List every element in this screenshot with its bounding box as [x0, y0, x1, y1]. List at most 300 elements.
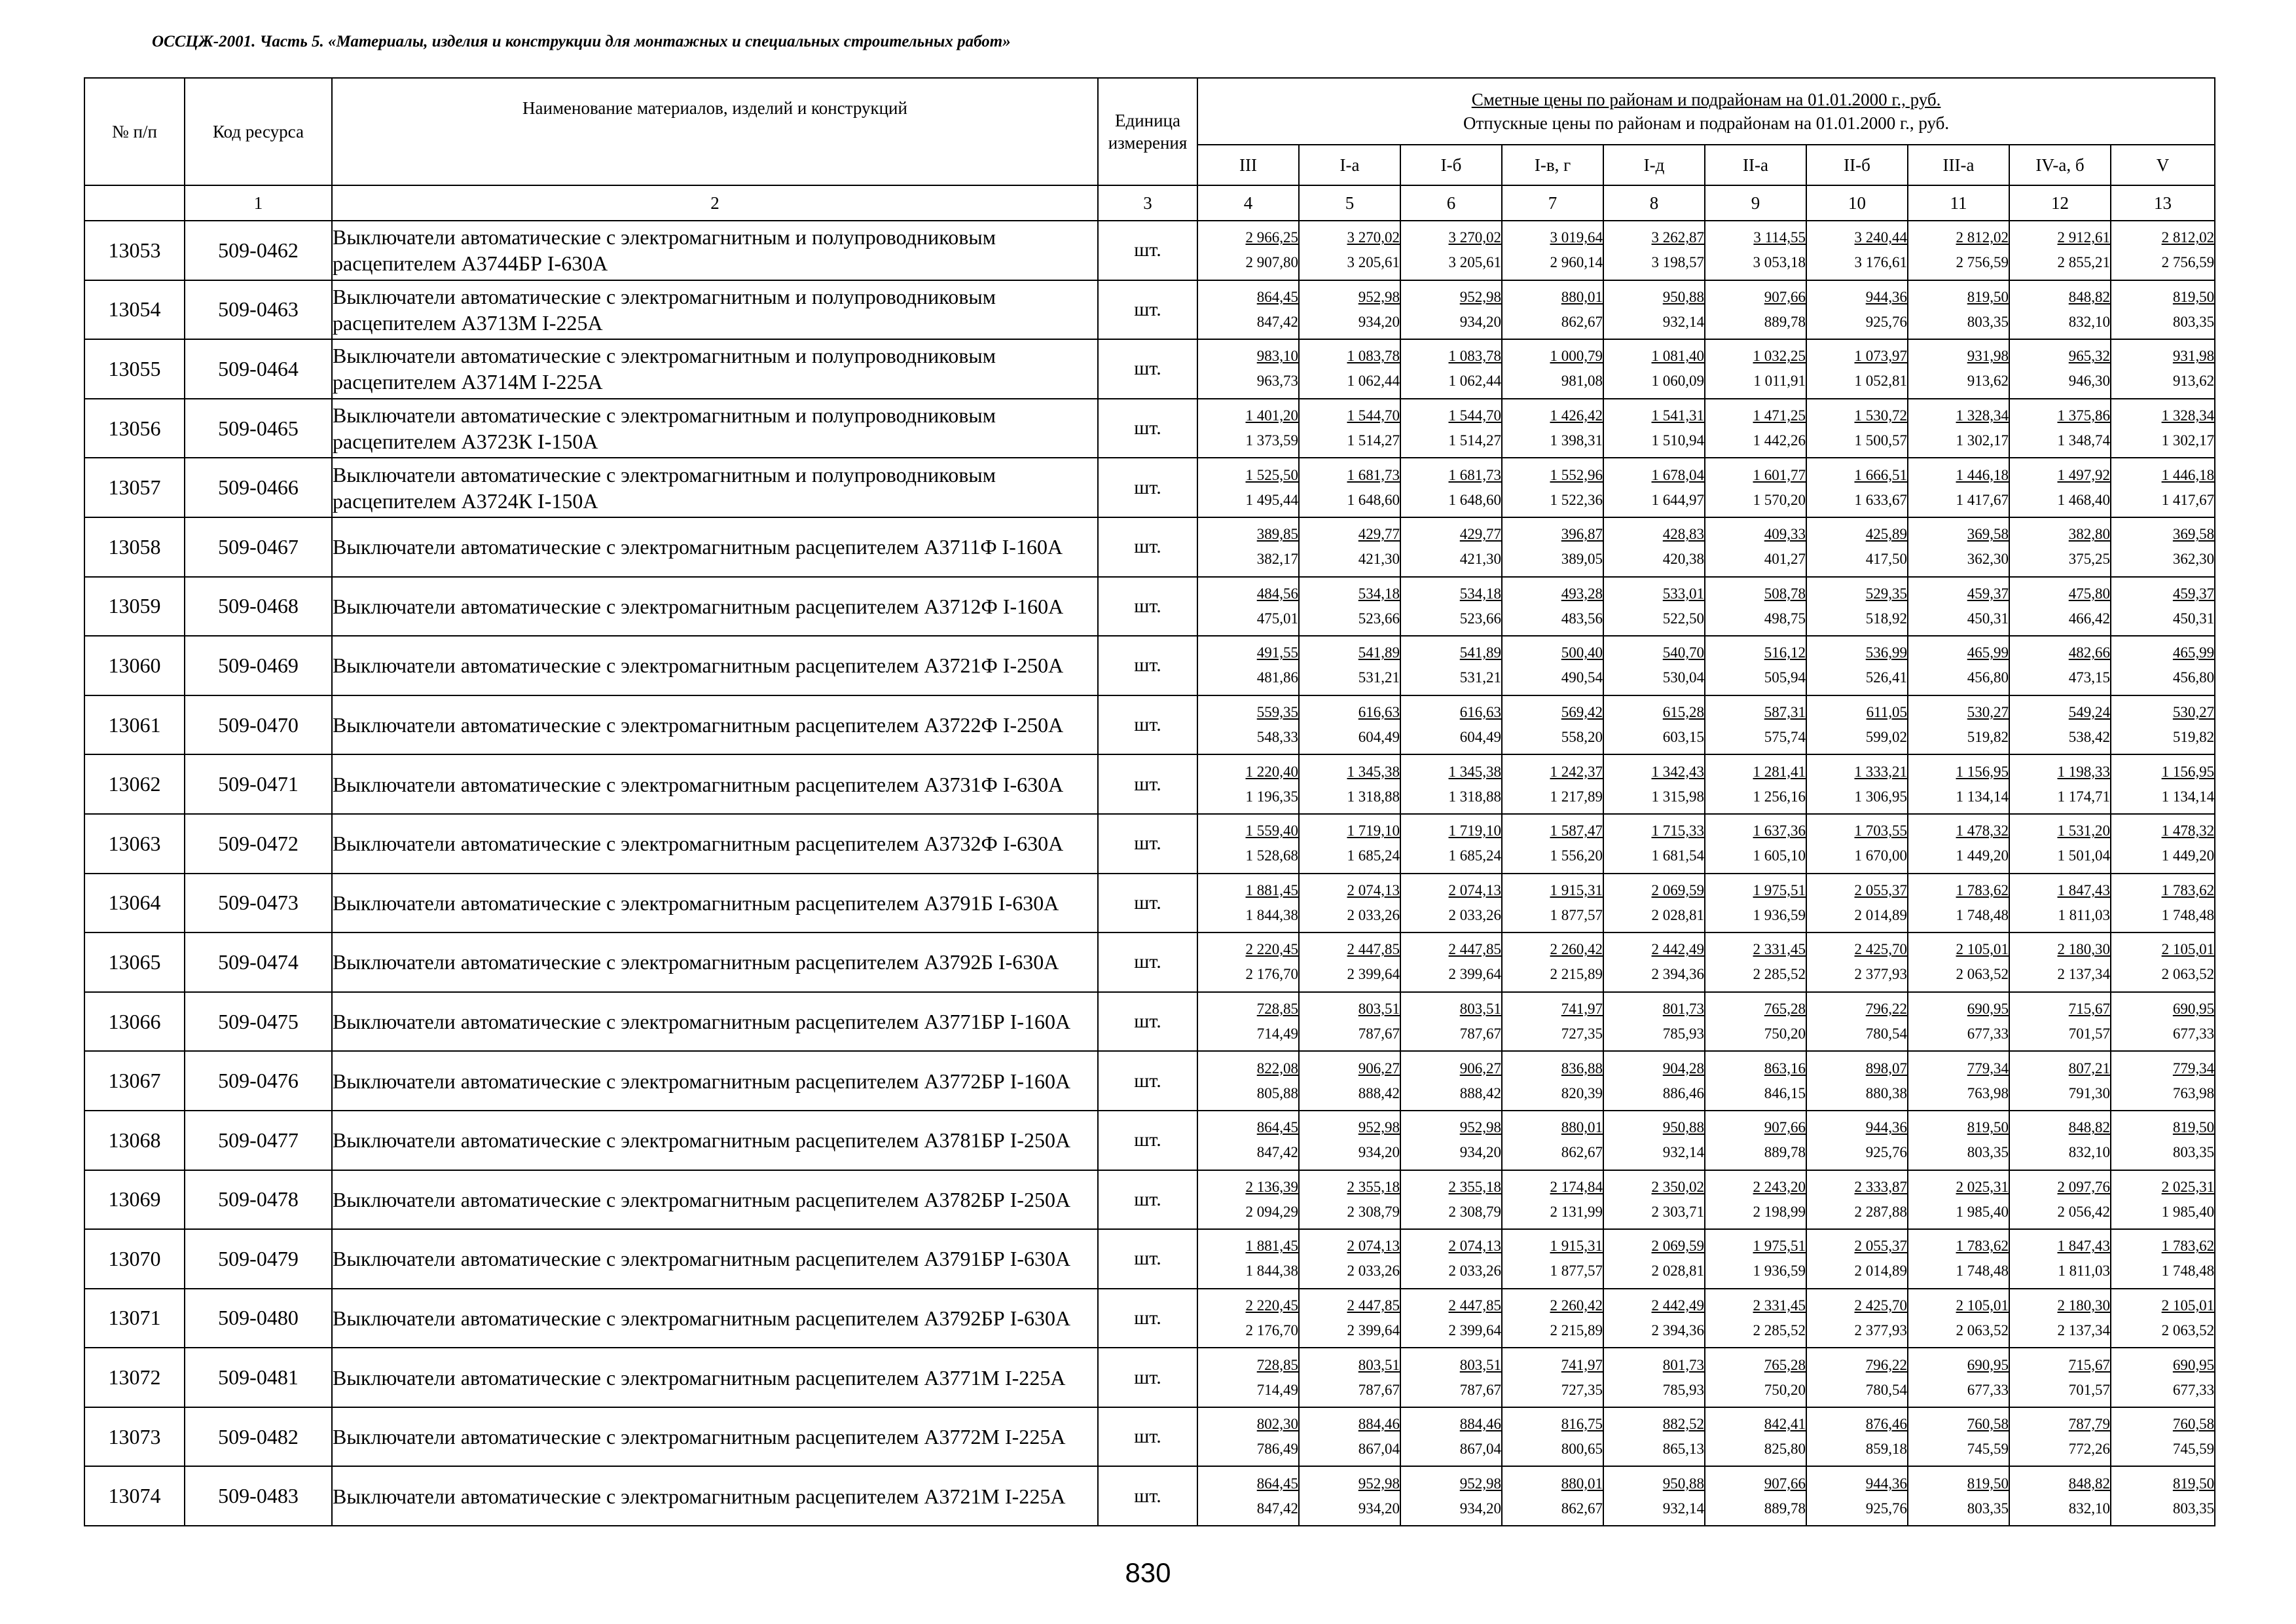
estimate-price: 1 081,40: [1651, 348, 1704, 365]
release-price: 2 756,59: [2161, 254, 2215, 271]
price-cell: [2111, 1348, 2215, 1407]
estimate-price: 952,98: [1459, 1475, 1501, 1492]
release-price: 932,14: [1662, 1144, 1704, 1161]
price-cell: [1705, 1466, 1806, 1526]
release-price: 1 648,60: [1347, 491, 1400, 508]
estimate-price: 2 331,45: [1753, 941, 1806, 958]
table-row: [84, 221, 2215, 280]
price-cell: [1502, 932, 1603, 992]
estimate-price: 884,46: [1358, 1416, 1400, 1433]
release-price: 934,20: [1358, 1500, 1400, 1517]
material-name: Выключатели автоматические с электромагнитным и полупроводниковым расцепителем А3723К I-150А: [332, 399, 1098, 458]
estimate-price: 1 328,34: [1956, 407, 2009, 424]
release-price: 1 748,48: [2161, 1263, 2215, 1280]
release-price: 1 510,94: [1651, 432, 1704, 449]
release-price: 2 056,42: [2057, 1203, 2110, 1220]
row-number: 13056: [84, 399, 185, 458]
price-cell: [1908, 339, 2009, 399]
col-header-num: № п/п: [84, 78, 185, 185]
estimate-price: 819,50: [1967, 1475, 2009, 1492]
estimate-price: 1 446,18: [1956, 466, 2009, 483]
release-price: 473,15: [2068, 669, 2110, 686]
row-number: 13068: [84, 1111, 185, 1170]
release-price: 362,30: [2172, 551, 2215, 568]
release-price: 934,20: [1358, 313, 1400, 330]
price-cell: [1400, 814, 1502, 874]
estimate-price: 2 180,30: [2057, 941, 2110, 958]
release-price: 787,67: [1358, 1025, 1400, 1043]
estimate-price: 2 442,49: [1651, 941, 1704, 958]
release-price: 2 285,52: [1753, 966, 1806, 983]
estimate-price: 1 525,50: [1245, 466, 1298, 483]
estimate-price: 529,35: [1865, 585, 1907, 602]
release-price: 2 215,89: [1550, 1321, 1603, 1338]
estimate-price: 3 262,87: [1651, 229, 1704, 246]
estimate-price: 2 074,13: [1347, 1238, 1400, 1255]
release-price: 946,30: [2068, 373, 2110, 390]
estimate-price: 952,98: [1459, 1119, 1501, 1136]
resource-code: 509-0473: [185, 874, 332, 933]
resource-code: 509-0482: [185, 1407, 332, 1467]
release-price: 2 399,64: [1347, 1321, 1400, 1338]
release-price: 466,42: [2068, 610, 2110, 627]
release-price: 787,67: [1459, 1025, 1501, 1043]
release-price: 677,33: [2172, 1025, 2215, 1043]
row-number: 13065: [84, 932, 185, 992]
release-price: 1 528,68: [1245, 847, 1298, 864]
material-name: Выключатели автоматические с электромагнитным расцепителем А3721Ф I-250А: [332, 636, 1098, 695]
price-cell: [2009, 1170, 2111, 1230]
estimate-price: 2 055,37: [1854, 1238, 1907, 1255]
row-number: 13070: [84, 1229, 185, 1289]
region-header: V: [2111, 145, 2215, 185]
release-price: 750,20: [1764, 1381, 1806, 1398]
price-cell: [1908, 992, 2009, 1052]
price-cell: [1908, 695, 2009, 755]
release-price: 701,57: [2068, 1025, 2110, 1043]
estimate-price: 1 847,43: [2057, 1238, 2110, 1255]
price-cell: [1502, 636, 1603, 695]
column-index: 12: [2009, 185, 2111, 221]
index-header-blank: [84, 185, 185, 221]
estimate-price: 1 975,51: [1753, 881, 1806, 898]
price-cell: [2009, 458, 2111, 517]
release-price: 1 318,88: [1448, 788, 1501, 805]
material-name: Выключатели автоматические с электромагнитным расцепителем А3721М I-225А: [332, 1466, 1098, 1526]
column-index: 4: [1197, 185, 1299, 221]
price-cell: [1197, 577, 1299, 637]
release-price: 1 570,20: [1753, 491, 1806, 508]
estimate-price: 2 025,31: [2161, 1178, 2215, 1195]
price-cell: [1806, 1348, 1908, 1407]
price-cell: [1705, 1111, 1806, 1170]
price-cell: [1197, 1229, 1299, 1289]
release-price: 832,10: [2068, 313, 2110, 330]
price-cell: [1197, 754, 1299, 814]
price-cell: [1299, 1407, 1400, 1467]
row-number: 13063: [84, 814, 185, 874]
release-price: 803,35: [2172, 1144, 2215, 1161]
price-cell: [1908, 814, 2009, 874]
estimate-price: 2 105,01: [1956, 1297, 2009, 1314]
estimate-price: 2 447,85: [1347, 1297, 1400, 1314]
release-price: 558,20: [1561, 729, 1603, 746]
price-cell: [1705, 754, 1806, 814]
release-price: 2 028,81: [1651, 906, 1704, 923]
unit-of-measure: шт.: [1098, 932, 1197, 992]
estimate-price: 611,05: [1866, 704, 1907, 721]
row-number: 13060: [84, 636, 185, 695]
page-number: 830: [1125, 1557, 1171, 1588]
release-price: 2 028,81: [1651, 1263, 1704, 1280]
release-price: 2 137,34: [2057, 966, 2110, 983]
estimate-price: 475,80: [2068, 585, 2110, 602]
price-cell: [1400, 992, 1502, 1052]
estimate-price: 952,98: [1358, 1119, 1400, 1136]
price-cell: [1705, 636, 1806, 695]
price-cell: [1806, 874, 1908, 933]
release-price: 803,35: [2172, 1500, 2215, 1517]
price-cell: [1705, 399, 1806, 458]
release-price: 763,98: [2172, 1084, 2215, 1101]
table-row: [84, 1170, 2215, 1230]
table-body: [84, 221, 2215, 1526]
release-price: 2 014,89: [1854, 906, 1907, 923]
estimate-price: 882,52: [1662, 1416, 1704, 1433]
release-price: 800,65: [1561, 1441, 1603, 1458]
material-name: Выключатели автоматические с электромагнитным расцепителем А3771БР I-160А: [332, 992, 1098, 1052]
estimate-price: 1 497,92: [2057, 466, 2110, 483]
column-index: 6: [1400, 185, 1502, 221]
release-price: 518,92: [1865, 610, 1907, 627]
price-cell: [1705, 458, 1806, 517]
price-cell: [1705, 1051, 1806, 1111]
unit-of-measure: шт.: [1098, 1229, 1197, 1289]
price-cell: [1400, 399, 1502, 458]
price-cell: [1400, 1170, 1502, 1230]
price-cell: [1197, 1289, 1299, 1348]
estimate-price: 1 681,73: [1347, 466, 1400, 483]
release-price: 2 063,52: [2161, 966, 2215, 983]
price-cell: [1705, 1348, 1806, 1407]
price-cell: [1705, 992, 1806, 1052]
estimate-price: 1 000,79: [1550, 348, 1603, 365]
price-cell: [1908, 754, 2009, 814]
estimate-price: 2 180,30: [2057, 1297, 2110, 1314]
col-header-name: Наименование материалов, изделий и конструкций: [332, 78, 1098, 185]
table-row: [84, 992, 2215, 1052]
release-price: 865,13: [1662, 1441, 1704, 1458]
estimate-price: 2 105,01: [2161, 941, 2215, 958]
estimate-price: 1 032,25: [1753, 348, 1806, 365]
table-row: [84, 754, 2215, 814]
release-price: 2 033,26: [1448, 906, 1501, 923]
price-cell: [1299, 577, 1400, 637]
release-price: 2 063,52: [1956, 1321, 2009, 1338]
release-price: 1 196,35: [1245, 788, 1298, 805]
estimate-price: 741,97: [1561, 1001, 1603, 1018]
estimate-price: 2 912,61: [2057, 229, 2110, 246]
price-cell: [2111, 874, 2215, 933]
price-cell: [1806, 1051, 1908, 1111]
price-cell: [1299, 932, 1400, 992]
price-cell: [2009, 874, 2111, 933]
release-price: 1 844,38: [1245, 906, 1298, 923]
unit-of-measure: шт.: [1098, 399, 1197, 458]
resource-code: 509-0474: [185, 932, 332, 992]
estimate-price: 864,45: [1256, 288, 1298, 305]
column-index: 7: [1502, 185, 1603, 221]
estimate-price: 3 240,44: [1854, 229, 1907, 246]
price-cell: [1806, 280, 1908, 340]
release-price: 2 377,93: [1854, 1321, 1907, 1338]
price-cell: [1197, 874, 1299, 933]
release-price: 1 811,03: [2058, 1263, 2110, 1280]
release-price: 1 134,14: [2161, 788, 2215, 805]
estimate-price: 3 270,02: [1448, 229, 1501, 246]
price-cell: [1603, 695, 1705, 755]
release-price: 786,49: [1256, 1441, 1298, 1458]
table-row: [84, 1407, 2215, 1467]
estimate-price: 2 220,45: [1245, 1297, 1298, 1314]
estimate-price: 615,28: [1662, 704, 1704, 721]
estimate-price: 1 637,36: [1753, 822, 1806, 840]
unit-of-measure: шт.: [1098, 992, 1197, 1052]
release-price: 780,54: [1865, 1381, 1907, 1398]
release-price: 456,80: [1967, 669, 2009, 686]
estimate-price: 2 260,42: [1550, 1297, 1603, 1314]
price-cell: [1705, 932, 1806, 992]
estimate-price: 950,88: [1662, 1119, 1704, 1136]
resource-code: 509-0472: [185, 814, 332, 874]
release-price: 1 501,04: [2057, 847, 2110, 864]
release-price: 2 176,70: [1245, 966, 1298, 983]
release-price: 1 302,17: [2161, 432, 2215, 449]
release-price: 2 033,26: [1347, 906, 1400, 923]
release-price: 1 417,67: [2161, 491, 2215, 508]
release-price: 1 844,38: [1245, 1263, 1298, 1280]
price-cell: [1603, 932, 1705, 992]
price-cell: [1705, 280, 1806, 340]
price-cell: [1299, 1051, 1400, 1111]
release-price: 862,67: [1561, 313, 1603, 330]
price-cell: [2111, 458, 2215, 517]
material-name: Выключатели автоматические с электромагнитным расцепителем А3772М I-225А: [332, 1407, 1098, 1467]
price-cell: [1603, 399, 1705, 458]
release-price: 803,35: [1967, 313, 2009, 330]
release-price: 548,33: [1256, 729, 1298, 746]
price-cell: [1705, 339, 1806, 399]
estimate-price: 876,46: [1865, 1416, 1907, 1433]
release-price: 913,62: [2172, 373, 2215, 390]
estimate-price: 3 270,02: [1347, 229, 1400, 246]
region-header: I-д: [1603, 145, 1705, 185]
price-cell: [2009, 1466, 2111, 1526]
price-cell: [1502, 874, 1603, 933]
price-cell: [2009, 221, 2111, 280]
release-price: 714,49: [1256, 1025, 1298, 1043]
estimate-price: 1 783,62: [2161, 1238, 2215, 1255]
price-cell: [1299, 695, 1400, 755]
release-price: 803,35: [2172, 313, 2215, 330]
estimate-price: 1 783,62: [2161, 881, 2215, 898]
price-cell: [1197, 636, 1299, 695]
release-price: 780,54: [1865, 1025, 1907, 1043]
estimate-price: 944,36: [1865, 1475, 1907, 1492]
release-price: 420,38: [1662, 551, 1704, 568]
price-cell: [1806, 458, 1908, 517]
unit-of-measure: шт.: [1098, 1111, 1197, 1170]
estimate-price: 819,50: [2172, 288, 2215, 305]
estimate-price: 931,98: [1967, 348, 2009, 365]
price-cell: [1908, 517, 2009, 577]
estimate-price: 907,66: [1764, 1119, 1806, 1136]
price-cell: [2111, 280, 2215, 340]
table-row: [84, 695, 2215, 755]
table-row: [84, 577, 2215, 637]
estimate-price: 1 073,97: [1854, 348, 1907, 365]
release-price: 745,59: [2172, 1441, 2215, 1458]
price-cell: [1908, 221, 2009, 280]
index-header-row: [84, 185, 2215, 221]
estimate-price: 2 243,20: [1753, 1178, 1806, 1195]
price-cell: [1502, 695, 1603, 755]
unit-of-measure: шт.: [1098, 517, 1197, 577]
release-price: 519,82: [1967, 729, 2009, 746]
price-cell: [1400, 1348, 1502, 1407]
estimate-price: 508,78: [1764, 585, 1806, 602]
estimate-price: 906,27: [1459, 1060, 1501, 1077]
estimate-price: 500,40: [1561, 644, 1603, 661]
estimate-price: 1 587,47: [1550, 822, 1603, 840]
price-cell: [2111, 754, 2215, 814]
estimate-price: 848,82: [2068, 1119, 2110, 1136]
estimate-price: 1 783,62: [1956, 1238, 2009, 1255]
release-price: 519,82: [2172, 729, 2215, 746]
release-price: 847,42: [1256, 1500, 1298, 1517]
price-cell: [1806, 754, 1908, 814]
estimate-price: 493,28: [1561, 585, 1603, 602]
price-cell: [1502, 399, 1603, 458]
release-price: 450,31: [1967, 610, 2009, 627]
release-price: 889,78: [1764, 313, 1806, 330]
estimate-price: 1 478,32: [2161, 822, 2215, 840]
row-number: 13071: [84, 1289, 185, 1348]
release-price: 2 215,89: [1550, 966, 1603, 983]
estimate-price: 2 966,25: [1245, 229, 1298, 246]
estimate-price: 1 681,73: [1448, 466, 1501, 483]
estimate-price: 1 544,70: [1448, 407, 1501, 424]
estimate-price: 1 847,43: [2057, 881, 2110, 898]
release-price: 772,26: [2068, 1441, 2110, 1458]
release-price: 2 033,26: [1448, 1263, 1501, 1280]
price-cell: [2009, 695, 2111, 755]
unit-of-measure: шт.: [1098, 339, 1197, 399]
column-index: 9: [1705, 185, 1806, 221]
release-price: 932,14: [1662, 1500, 1704, 1517]
release-price: 1 605,10: [1753, 847, 1806, 864]
unit-of-measure: шт.: [1098, 754, 1197, 814]
price-cell: [2111, 992, 2215, 1052]
release-price: 727,35: [1561, 1381, 1603, 1398]
price-cell: [1806, 399, 1908, 458]
price-cell: [1400, 636, 1502, 695]
price-cell: [1603, 1051, 1705, 1111]
price-cell: [2009, 1111, 2111, 1170]
release-price: 803,35: [1967, 1500, 2009, 1517]
estimate-price: 491,55: [1256, 644, 1298, 661]
release-price: 859,18: [1865, 1441, 1907, 1458]
release-price: 1 685,24: [1448, 847, 1501, 864]
price-cell: [1299, 339, 1400, 399]
release-price: 481,86: [1256, 669, 1298, 686]
estimate-price: 536,99: [1865, 644, 1907, 661]
estimate-price: 965,32: [2068, 348, 2110, 365]
price-cell: [1502, 280, 1603, 340]
price-cell: [1502, 517, 1603, 577]
release-price: 1 556,20: [1550, 847, 1603, 864]
release-price: 1 748,48: [2161, 906, 2215, 923]
release-price: 847,42: [1256, 313, 1298, 330]
release-price: 505,94: [1764, 669, 1806, 686]
material-name: Выключатели автоматические с электромагнитным расцепителем А3792БР I-630А: [332, 1289, 1098, 1348]
release-price: 1 134,14: [1956, 788, 2009, 805]
release-price: 932,14: [1662, 313, 1704, 330]
estimate-price: 533,01: [1662, 585, 1704, 602]
estimate-price: 1 478,32: [1956, 822, 2009, 840]
price-cell: [1502, 992, 1603, 1052]
estimate-price: 690,95: [1967, 1356, 2009, 1373]
estimate-price: 1 541,31: [1651, 407, 1704, 424]
price-cell: [2009, 339, 2111, 399]
unit-of-measure: шт.: [1098, 695, 1197, 755]
estimate-price: 2 331,45: [1753, 1297, 1806, 1314]
price-cell: [2009, 517, 2111, 577]
estimate-price: 1 715,33: [1651, 822, 1704, 840]
release-price: 925,76: [1865, 1500, 1907, 1517]
release-price: 880,38: [1865, 1084, 1907, 1101]
release-price: 934,20: [1459, 1144, 1501, 1161]
estimate-price: 1 530,72: [1854, 407, 1907, 424]
resource-code: 509-0475: [185, 992, 332, 1052]
release-price: 701,57: [2068, 1381, 2110, 1398]
price-cell: [2111, 695, 2215, 755]
estimate-price: 848,82: [2068, 288, 2110, 305]
material-name: Выключатели автоматические с электромагнитным расцепителем А3712Ф I-160А: [332, 577, 1098, 637]
release-price: 763,98: [1967, 1084, 2009, 1101]
price-cell: [1806, 1289, 1908, 1348]
estimate-price: 3 114,55: [1753, 229, 1806, 246]
price-cell: [1502, 1407, 1603, 1467]
price-cell: [1908, 458, 2009, 517]
price-cell: [1299, 1466, 1400, 1526]
price-cell: [1197, 932, 1299, 992]
release-price: 846,15: [1764, 1084, 1806, 1101]
price-cell: [2009, 754, 2111, 814]
material-name: Выключатели автоматические с электромагнитным и полупроводниковым расцепителем А3713М I-225А: [332, 280, 1098, 340]
estimate-price: 741,97: [1561, 1356, 1603, 1373]
estimate-price: 465,99: [1967, 644, 2009, 661]
estimate-price: 429,77: [1358, 526, 1400, 543]
estimate-price: 1 198,33: [2057, 763, 2110, 780]
release-price: 1 217,89: [1550, 788, 1603, 805]
release-price: 417,50: [1865, 551, 1907, 568]
estimate-price: 559,35: [1256, 704, 1298, 721]
price-cell: [1806, 1170, 1908, 1230]
unit-of-measure: шт.: [1098, 1170, 1197, 1230]
material-name: Выключатели автоматические с электромагнитным расцепителем А3711Ф I-160А: [332, 517, 1098, 577]
price-cell: [1806, 814, 1908, 874]
